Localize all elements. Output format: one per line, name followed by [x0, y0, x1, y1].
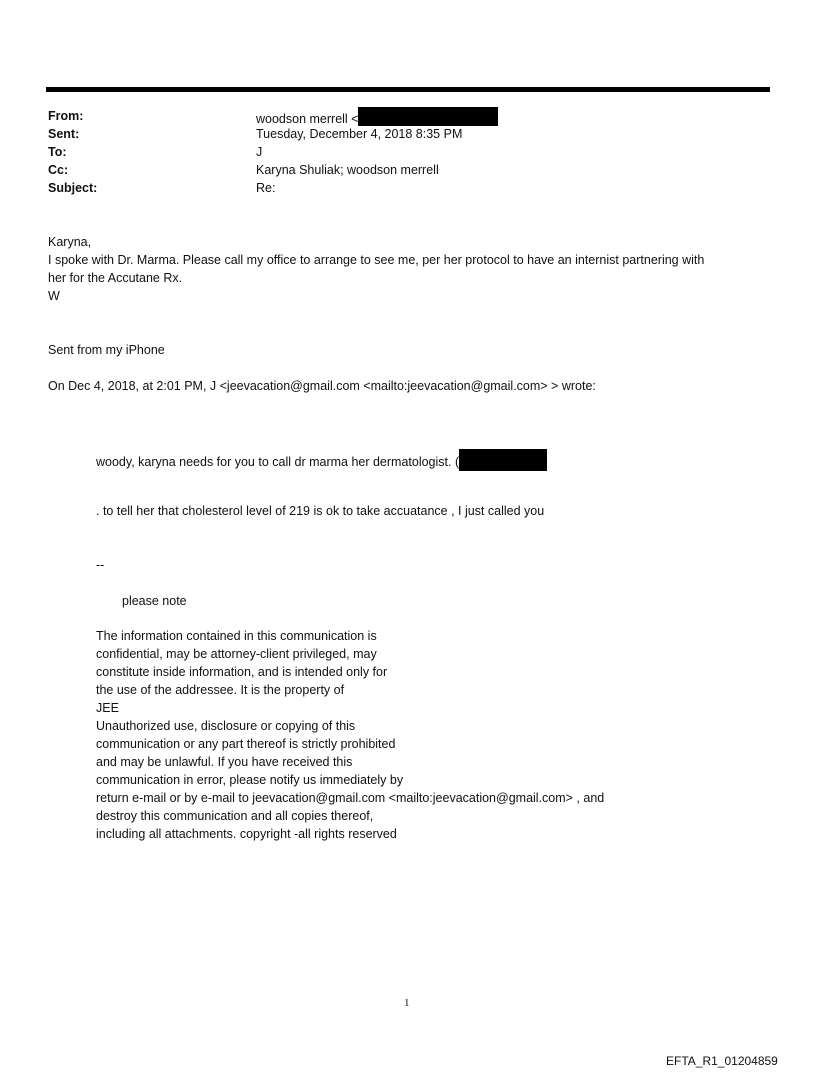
body-line-1: I spoke with Dr. Marma. Please call my office to arrange to see me, per her protocol to have an internist partnering with: [48, 253, 705, 267]
header-rule: [46, 87, 770, 92]
disclaimer-line: constitute inside information, and is intended only for: [96, 665, 388, 679]
sent-label: Sent:: [48, 127, 80, 141]
sent-from: Sent from my iPhone: [48, 343, 165, 357]
from-name: woodson merrell <: [256, 112, 359, 126]
please-note: please note: [122, 594, 187, 608]
greeting: Karyna,: [48, 235, 92, 249]
subject-value: Re:: [256, 181, 276, 195]
disclaimer-line: and may be unlawful. If you have received this: [96, 755, 353, 769]
quoted-line-1-text: woody, karyna needs for you to call dr marma her dermatologist. (: [96, 455, 460, 469]
disclaimer-line: including all attachments. copyright -all rights reserved: [96, 827, 397, 841]
subject-label: Subject:: [48, 181, 98, 195]
redaction-box: [459, 449, 547, 471]
to-label: To:: [48, 145, 67, 159]
quote-header: On Dec 4, 2018, at 2:01 PM, J <jeevacation@gmail.com <mailto:jeevacation@gmail.com> > wrote:: [48, 379, 596, 393]
bates-number: EFTA_R1_01204859: [666, 1054, 778, 1068]
quoted-line-2: . to tell her that cholesterol level of 219 is ok to take accuatance , I just called you: [96, 504, 545, 518]
cc-label: Cc:: [48, 163, 69, 177]
sent-value: Tuesday, December 4, 2018 8:35 PM: [256, 127, 463, 141]
disclaimer-line: return e-mail or by e-mail to jeevacation@gmail.com <mailto:jeevacation@gmail.com> , and: [96, 791, 605, 805]
disclaimer-line: destroy this communication and all copies thereof,: [96, 809, 374, 823]
disclaimer-line: JEE: [96, 701, 119, 715]
signature-dashes: --: [96, 558, 105, 572]
disclaimer-line: the use of the addressee. It is the property of: [96, 683, 345, 697]
cc-value: Karyna Shuliak; woodson merrell: [256, 163, 439, 177]
disclaimer-line: communication or any part thereof is strictly prohibited: [96, 737, 396, 751]
redaction-box: [358, 107, 498, 126]
signoff: W: [48, 289, 60, 303]
disclaimer-line: Unauthorized use, disclosure or copying of this: [96, 719, 356, 733]
disclaimer-line: communication in error, please notify us immediately by: [96, 773, 404, 787]
disclaimer-line: confidential, may be attorney-client privileged, may: [96, 647, 377, 661]
quoted-line-1: [96, 449, 547, 471]
page-number: 1: [404, 997, 410, 1009]
from-label: From:: [48, 109, 84, 123]
to-value: J: [256, 145, 263, 159]
disclaimer-line: The information contained in this communication is: [96, 629, 377, 643]
disclaimer: [96, 627, 604, 843]
body-line-2: her for the Accutane Rx.: [48, 271, 183, 285]
